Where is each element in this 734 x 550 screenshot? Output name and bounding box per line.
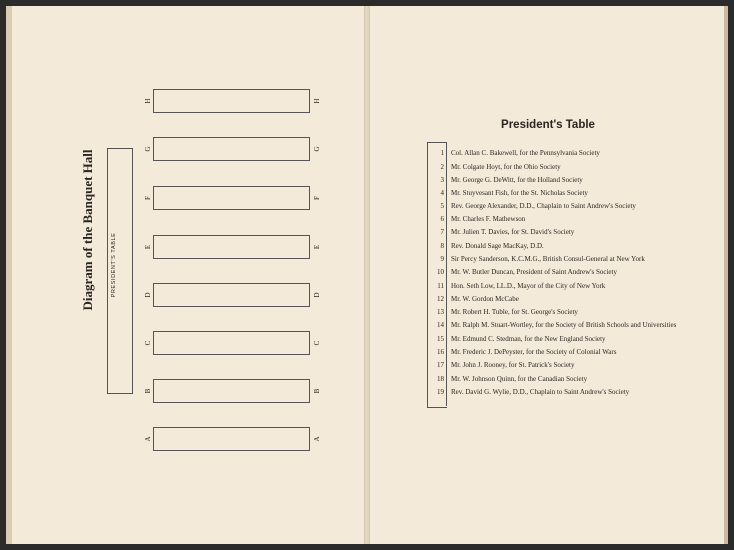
banquet-table-g xyxy=(153,137,310,161)
seat-number: 15 xyxy=(437,335,444,343)
banquet-table-h xyxy=(153,89,310,113)
table-letter: F xyxy=(144,196,152,200)
seat-number: 11 xyxy=(437,282,444,290)
banquet-table-c xyxy=(153,331,310,355)
guest-row xyxy=(432,202,722,210)
banquet-table-f xyxy=(153,186,310,210)
guest-row xyxy=(432,255,722,263)
seat-number: 7 xyxy=(440,228,444,236)
banquet-table-e xyxy=(153,235,310,259)
guest-name: Mr. George G. DeWitt, for the Holland Society xyxy=(451,176,583,184)
guest-row xyxy=(432,149,722,157)
guest-name: Mr. Colgate Hoyt, for the Ohio Society xyxy=(451,163,561,171)
seat-number: 8 xyxy=(440,242,444,250)
guest-row xyxy=(432,348,722,356)
table-letter: G xyxy=(313,146,321,152)
guest-row xyxy=(432,268,722,276)
guest-name: Rev. David G. Wylie, D.D., Chaplain to Saint Andrew's Society xyxy=(451,388,630,396)
table-letter: F xyxy=(313,196,321,200)
banquet-table-b xyxy=(153,379,310,403)
guest-row xyxy=(432,242,722,250)
table-letter: A xyxy=(313,436,321,442)
seat-number: 17 xyxy=(437,361,444,369)
guest-row xyxy=(432,228,722,236)
guest-name: Hon. Seth Low, LL.D., Mayor of the City of New York xyxy=(451,282,606,290)
banquet-table-a xyxy=(153,427,310,451)
guest-name: Mr. W. Gordon McCabe xyxy=(451,295,519,303)
left-page xyxy=(12,6,364,544)
table-letter: E xyxy=(144,244,152,250)
guest-row xyxy=(432,308,722,316)
seat-number: 2 xyxy=(440,163,444,171)
seat-number: 10 xyxy=(437,268,444,276)
guest-name: Mr. Stuyvesant Fish, for the St. Nicholas Society xyxy=(451,189,588,197)
seat-number: 9 xyxy=(440,255,444,263)
guest-row xyxy=(432,189,722,197)
guest-row xyxy=(432,361,722,369)
table-letter: D xyxy=(313,292,321,298)
guest-name: Mr. Frederic J. DePeyster, for the Society of Colonial Wars xyxy=(451,348,617,356)
guest-name: Mr. Edmund C. Stedman, for the New England Society xyxy=(451,335,606,343)
guest-name: Mr. Julien T. Davies, for St. David's Society xyxy=(451,228,575,236)
table-letter: H xyxy=(144,98,152,104)
guest-row xyxy=(432,335,722,343)
table-letter: C xyxy=(313,340,321,346)
guest-name: Mr. Robert H. Tuble, for St. George's Society xyxy=(451,308,578,316)
guest-row xyxy=(432,163,722,171)
guest-name: Mr. W. Butler Duncan, President of Saint Andrew's Society xyxy=(451,268,617,276)
table-letter: H xyxy=(313,98,321,104)
seat-number: 6 xyxy=(440,215,444,223)
table-letter: A xyxy=(144,436,152,442)
guest-name: Mr. W. Johnson Quinn, for the Canadian Society xyxy=(451,375,588,383)
guest-name: Mr. Ralph M. Stuart-Wortley, for the Society of British Schools and Universities xyxy=(451,321,677,329)
guest-row xyxy=(432,375,722,383)
table-letter: G xyxy=(144,146,152,152)
seat-number: 14 xyxy=(437,321,444,329)
seat-number: 12 xyxy=(437,295,444,303)
guest-row xyxy=(432,295,722,303)
seat-number: 5 xyxy=(440,202,444,210)
seat-number: 19 xyxy=(437,388,444,396)
banquet-table-d xyxy=(153,283,310,307)
guest-name: Mr. Charles F. Mathewson xyxy=(451,215,526,223)
seat-number: 16 xyxy=(437,348,444,356)
seat-number: 18 xyxy=(437,375,444,383)
guest-name: Rev. George Alexander, D.D., Chaplain to Saint Andrew's Society xyxy=(451,202,636,210)
table-letter: C xyxy=(144,340,152,346)
diagram-title: Diagram of the Banquet Hall xyxy=(80,149,95,311)
seat-number: 1 xyxy=(440,149,444,157)
table-letter: D xyxy=(144,292,152,298)
presidents-table-title: President's Table xyxy=(501,119,595,131)
guest-row xyxy=(432,282,722,290)
table-letter: B xyxy=(144,388,152,394)
guest-row xyxy=(432,215,722,223)
presidents-table-label: PRESIDENT'S TABLE xyxy=(111,232,117,298)
guest-row xyxy=(432,176,722,184)
guest-name: Sir Percy Sanderson, K.C.M.G., British Consul-General at New York xyxy=(451,255,645,263)
guest-name: Col. Allan C. Bakewell, for the Pennsylvania Society xyxy=(451,149,600,157)
table-letter: E xyxy=(313,244,321,250)
seat-number: 13 xyxy=(437,308,444,316)
guest-row xyxy=(432,388,722,396)
book-edge-right xyxy=(724,6,728,544)
guest-row xyxy=(432,321,722,329)
seat-number: 3 xyxy=(440,176,444,184)
table-letter: B xyxy=(313,388,321,394)
guest-name: Mr. John J. Rooney, for St. Patrick's Society xyxy=(451,361,575,369)
seat-number: 4 xyxy=(440,189,444,197)
guest-name: Rev. Donald Sage MacKay, D.D. xyxy=(451,242,544,250)
